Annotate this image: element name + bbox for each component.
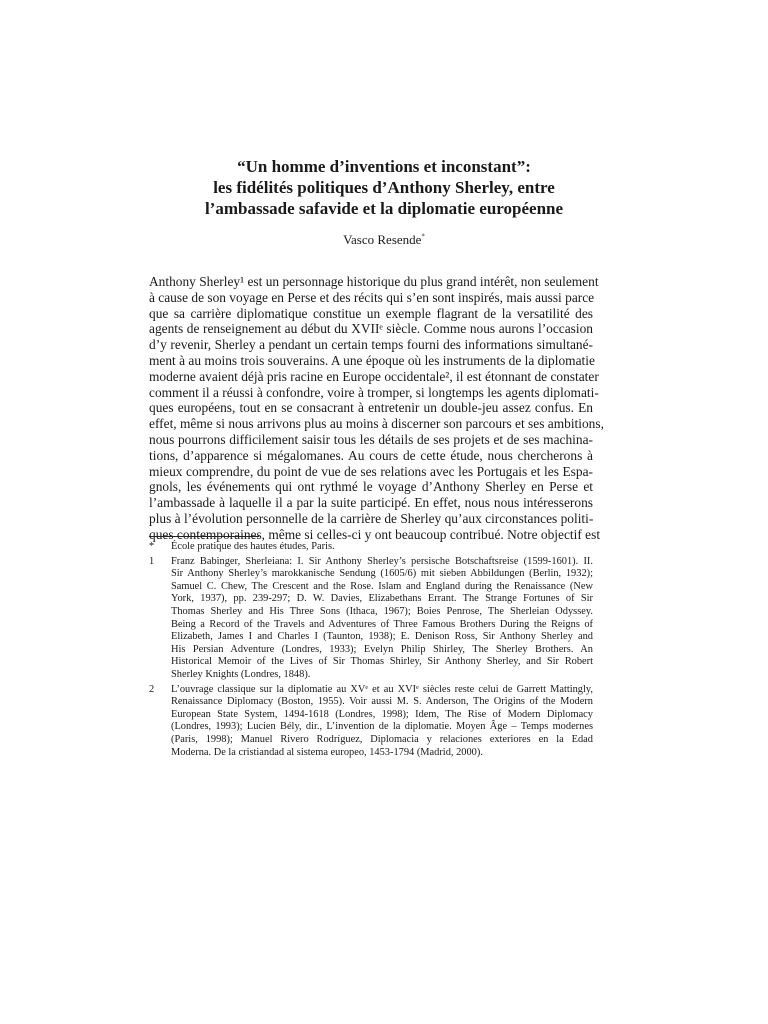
body-line: agents de renseignement au début du XVIIᵉ siècle. Comme nous aurons l’occasion <box>149 321 593 337</box>
body-line: ques européens, tout en se consacrant à entretenir un double-jeu assez confus. En <box>149 400 593 416</box>
footnote-mark: 1 <box>149 555 155 567</box>
body-line: que sa carrière diplomatique constitue un exemple flagrant de la versatilité des <box>149 305 593 321</box>
footnote-line: Historical Memoir of the Lives of Sir Thomas Shirley, Sir Anthony Sherley, and Sir Robert <box>171 656 593 668</box>
footnote-line: Renaissance Diplomacy (Boston, 1955). Voir aussi M. S. Anderson, The Origins of the Modern <box>171 696 593 708</box>
footnote-line: École pratique des hautes études, Paris. <box>171 541 335 552</box>
footnote-line: Sherley Knights (Londres, 1848). <box>171 668 311 680</box>
footnote-line: Franz Babinger, Sherleiana: I. Sir Anthony Sherley’s persische Botschaftsreise (1599-1601). II. <box>171 555 593 567</box>
body-line: à cause de son voyage en Perse et des récits qui s’en sont inspirés, mais aussi parce <box>149 289 595 305</box>
footnote-line: Samuel C. Chew, The Crescent and the Rose. Islam and England during the Renaissance (New <box>171 580 593 592</box>
body-line: d’y revenir, Sherley a pendant un certain temps fourni des informations simultané- <box>149 337 593 353</box>
title-line-3: l’ambassade safavide et la diplomatie européenne <box>204 199 564 218</box>
title-line-1: “Un homme d’inventions et inconstant”: <box>237 157 531 176</box>
body-line: ques contemporaines, même si celles-ci y ont beaucoup contribué. Notre objectif est <box>149 526 601 542</box>
footnote-line: European State System, 1494-1618 (Londres, 1998); Idem, The Rise of Modern Diplomacy <box>171 708 593 720</box>
body-line: l’ambassade à laquelle il a par la suite participé. En effet, nous nous intéresserons <box>149 495 593 511</box>
body-line: effet, même si nous arrivons plus au moins à discerner son parcours et ses ambitions, <box>149 416 604 432</box>
footnote-line: Moderna. De la cristiandad al sistema europeo, 1453-1794 (Madrid, 2000). <box>171 746 483 758</box>
footnote-1 <box>149 556 593 682</box>
author-footnote-mark: * <box>421 232 425 241</box>
author-byline <box>150 232 618 248</box>
footnote-2 <box>149 684 593 760</box>
footnote-affiliation <box>149 541 593 554</box>
body-line: moderne avaient déjà pris racine en Europe occidentale², il est étonnant de constater <box>149 368 599 384</box>
footnote-mark: 2 <box>149 683 155 695</box>
body-paragraph <box>149 274 604 543</box>
article-title <box>150 156 618 219</box>
footnote-separator <box>149 536 259 537</box>
body-line: gnols, les événements qui ont rythmé le voyage d’Anthony Sherley en Perse et <box>149 479 593 495</box>
author-name: Vasco Resende <box>343 232 422 247</box>
footnote-line: Thomas Sherley and His Three Sons (Ithaca, 1967); Boies Penrose, The Sherleian Odyssey. <box>171 605 593 617</box>
footnote-line: Sir Anthony Sherley’s marokkanische Sendung (1605/6) mit sieben Abbildungen (Berlin, 1932); <box>171 568 593 580</box>
body-line: Anthony Sherley¹ est un personnage historique du plus grand intérêt, non seulement <box>149 274 599 289</box>
body-line: mieux comprendre, du point de vue de ses relations avec les Portugais et les Espa- <box>149 463 593 479</box>
title-line-2: les fidélités politiques d’Anthony Sherley, entre <box>213 178 555 197</box>
footnote-line: York, 1937), pp. 239-297; D. W. Davies, Elizabethans Errant. The Strange Fortunes of Sir <box>171 593 593 605</box>
body-line: tions, d’apparence si mégalomanes. Au cours de cette étude, nous chercherons à <box>149 447 593 463</box>
footnotes <box>149 541 593 761</box>
body-line: ment à au moins trois souverains. A une époque où les instruments de la diplomatie <box>149 352 595 368</box>
body-line: plus à l’évolution personnelle de la carrière de Sherley qu’aux circonstances politi- <box>149 510 594 526</box>
footnote-line: L’ouvrage classique sur la diplomatie au XVᵉ et au XVIᵉ siècles reste celui de Garrett Mattingly, <box>171 683 593 695</box>
body-line: comment il a réussi à confondre, voire à tromper, si longtemps les agents diplomati- <box>149 384 599 400</box>
body-line: nous pourrons difficilement saisir tous les détails de ses projets et de ses machina- <box>149 431 593 447</box>
footnote-line: (Paris, 1998); Manuel Rivero Rodríguez, Diplomacia y relaciones exteriores en la Edad <box>171 733 593 745</box>
footnote-line: (Londres, 1993); Lucien Bély, dir., L’invention de la diplomatie. Moyen Âge – Temps modernes <box>171 721 593 733</box>
footnote-line: Being a Record of the Travels and Adventures of Three Famous Brothers During the Reigns of <box>171 618 593 630</box>
footnote-mark: * <box>149 541 155 552</box>
footnote-line: His Persian Adventure (Londres, 1933); Evelyn Philip Shirley, The Sherley Brothers. An <box>171 643 593 655</box>
footnote-line: Elizabeth, James I and Charles I (Taunton, 1938); E. Denison Ross, Sir Anthony Sherley and <box>171 631 593 643</box>
